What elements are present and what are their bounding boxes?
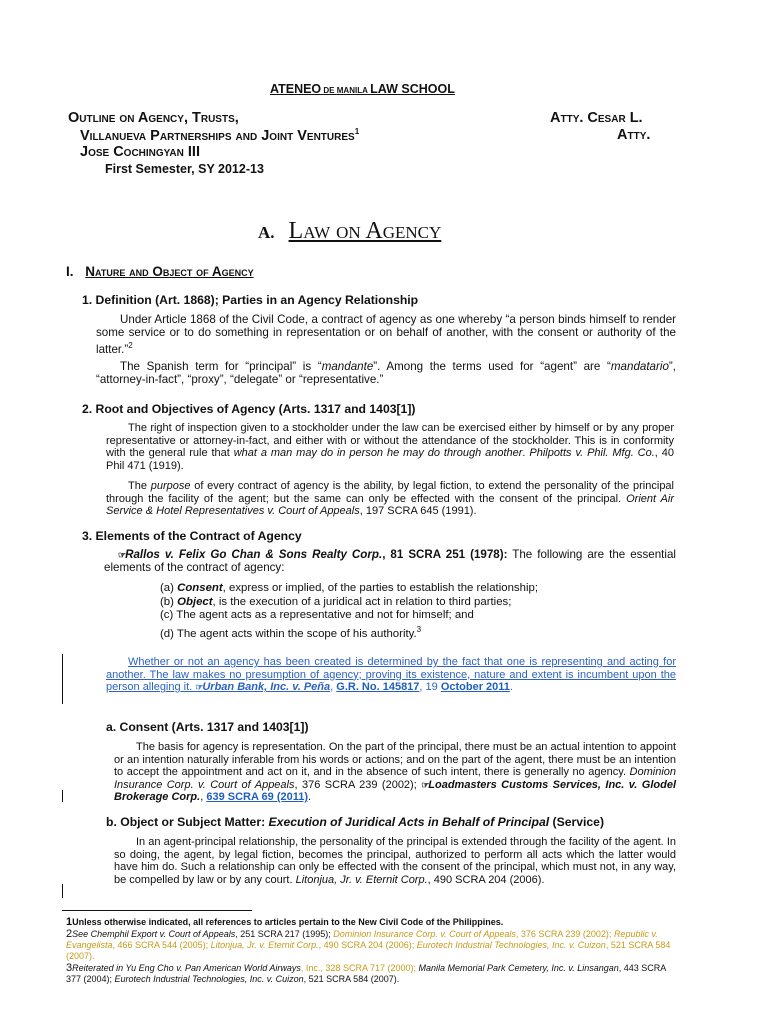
subheading-elements: 3. Elements of the Contract of Agency	[82, 529, 302, 543]
list-item: (d) The agent acts within the scope of his authority.$^3$	[160, 624, 422, 640]
paragraph-object: In an agent-principal relationship, the personality of the principal is extended through the facility of the agent. In so doing, the agent, by legal fiction, becomes the principal, authorized to perform all acts which the latter would have him do. Such a relationship can only be effected with the consent of the principal, which must not, in any way, be compelled by law or by any court. Litonjua, Jr. v. Eternit Corp., 490 SCRA 204 (2006).	[114, 836, 676, 886]
footnote-3: 3Reiterated in Yu Eng Cho v. Pan American World Airways, Inc., 328 SCRA 717 (2000); Manila Memorial Park Cemetery, Inc. v. Linsangan, 443 SCRA 377 (2004); Eurotech Industrial Technologies, Inc. v. Cuizon, 521 SCRA 584 (2007).	[66, 962, 666, 984]
subheading-root: 2. Root and Objectives of Agency (Arts. 1317 and 1403[1])	[82, 402, 416, 416]
subheading-consent: a. Consent (Arts. 1317 and 1403[1])	[106, 720, 309, 734]
paragraph-urban-bank: Whether or not an agency has been created is determined by the fact that one is representing and acting for another. The law makes no presumption of agency; proving its existence, nature and extent is incumbent upon the person alleging it. ☞Urban Bank, Inc. v. Peña, G.R. No. 145817, 19 October 2011.	[106, 656, 676, 694]
list-item: (c) The agent acts as a representative and not for himself; and	[160, 609, 474, 621]
school-name: ATENEO DE MANILA LAW SCHOOL	[270, 82, 455, 96]
footnote-1: 1Unless otherwise indicated, all references to articles pertain to the New Civil Code of the Philippines.	[66, 916, 504, 928]
paragraph-purpose: The purpose of every contract of agency is the ability, by legal fiction, to extend the personality of the principal through the facility of the agent; but the same can only be effected with the consent of the principal. Orient Air Service & Hotel Representatives v. Court of Appeals, 197 SCRA 645 (1991).	[106, 480, 675, 518]
paragraph-definition: Under Article 1868 of the Civil Code, a contract of agency as one whereby “a person binds himself to render some service or to do something in representation or on behalf of another, with the consent or authority of the latter.”$^2$	[96, 313, 676, 356]
revision-bar	[62, 884, 63, 898]
paragraph-rallos: ☞Rallos v. Felix Go Chan & Sons Realty Corp., 81 SCRA 251 (1978): The following are the essential elements of the contract of agency:	[104, 548, 676, 574]
section-a-heading: A. Law on Agency	[258, 218, 442, 244]
atty-name-1: Atty. Cesar L.	[550, 110, 643, 126]
outline-title-line2: Villanueva Partnerships and Joint Ventures$^1$	[80, 127, 360, 144]
author-name: Jose Cochingyan III	[80, 144, 200, 160]
elements-list	[160, 582, 538, 641]
list-item: (b) Object, is the execution of a juridical act in relation to third parties;	[160, 595, 512, 608]
revision-bar	[62, 790, 63, 802]
footnote-ref-1: 1	[354, 127, 360, 136]
paragraph-inspection: The right of inspection given to a stockholder under the law can be exercised either by himself or by any proper representative or attorney-in-fact, and either with or without the attendance of the stockholder. This is in conformity with the general rule that what a man may do in person he may do through another. Philpotts v. Phil. Mfg. Co., 40 Phil 471 (1919).	[106, 422, 674, 472]
gr-number-link[interactable]: G.R. No. 145817	[336, 681, 420, 694]
outline-title-line1: Outline on Agency, Trusts,	[68, 110, 239, 126]
pointing-hand-icon: ☞	[118, 550, 126, 560]
date-link[interactable]: October 2011	[440, 681, 510, 694]
footnote-2: 2See Chemphil Export v. Court of Appeals, 251 SCRA 217 (1995); Dominion Insurance Corp. v. Court of Appeals, 376 SCRA 239 (2002); Republic v. Evangelista, 466 SCRA 544 (2005); Litonjua, Jr. v. Eternit Corp., 490 SCRA 204 (2006); Eurotech Industrial Technologies, Inc. v. Cuizon, 521 SCRA 584 (2007).	[66, 928, 671, 961]
citation-link[interactable]: 639 SCRA 69 (2011)	[206, 791, 309, 804]
semester: First Semester, SY 2012-13	[105, 162, 264, 176]
revision-bar	[62, 654, 63, 704]
paragraph-spanish-term: The Spanish term for “principal” is “mandante”. Among the terms used for “agent” are “mandatario”, “attorney-in-fact”, “proxy”, “delegate” or “representative.”	[96, 360, 676, 386]
atty-name-2: Atty.	[617, 127, 651, 143]
paragraph-consent: The basis for agency is representation. On the part of the principal, there must be an actual intention to appoint or an intention naturally inferable from his words or actions; and on the part of the agent, there must be an intention to accept the appointment and act on it, and in the absence of such intent, there is generally no agency. Dominion Insurance Corp. v. Court of Appeals, 376 SCRA 239 (2002); ☞Loadmasters Customs Services, Inc. v. Glodel Brokerage Corp., 639 SCRA 69 (2011).	[114, 741, 676, 804]
footnote-separator	[62, 910, 252, 911]
subheading-definition: 1. Definition (Art. 1868); Parties in an Agency Relationship	[82, 293, 419, 307]
section-1-heading: I. Nature and Object of Agency	[66, 264, 254, 279]
subheading-object: b. Object or Subject Matter: Execution of Juridical Acts in Behalf of Principal (Service)	[106, 815, 604, 829]
list-item: (a) Consent, express or implied, of the parties to establish the relationship;	[160, 582, 538, 594]
